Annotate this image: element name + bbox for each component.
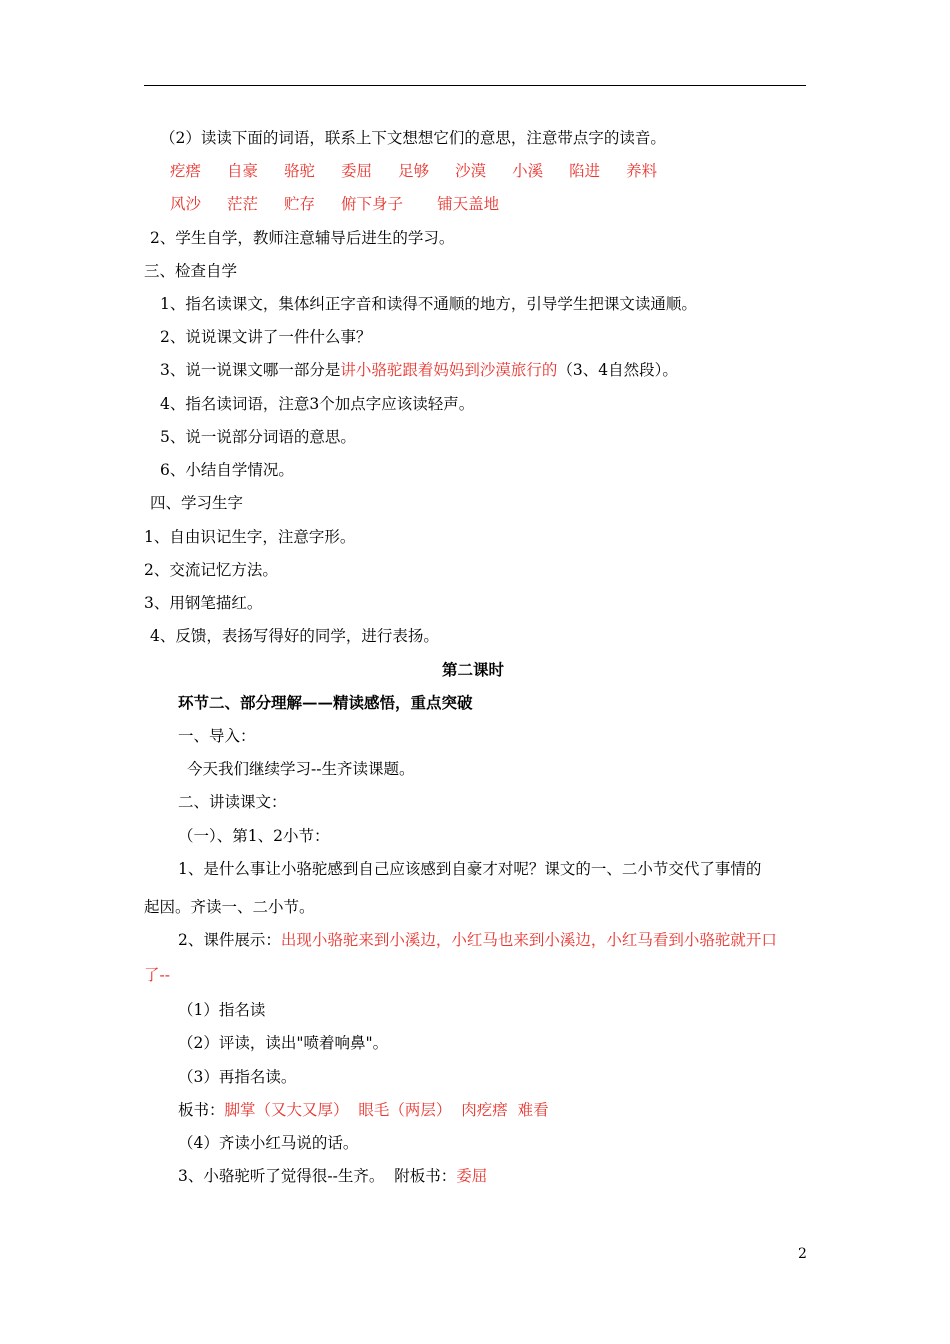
vocab-word: 疙瘩: [170, 162, 202, 180]
text-line: （4）齐读小红马说的话。: [178, 1134, 359, 1152]
text-line: 5、说一说部分词语的意思。: [160, 428, 356, 446]
text-line: 1、是什么事让小骆驼感到自己应该感到自豪才对呢？课文的一、二小节交代了事情的: [178, 860, 762, 878]
section-heading: 二、讲读课文：: [178, 793, 287, 811]
text-span: 板书：: [178, 1101, 225, 1119]
text-line: 2、交流记忆方法。: [144, 561, 278, 579]
vocab-word: 陷进: [569, 162, 601, 180]
text-line: [160, 360, 678, 380]
highlight-span: 讲小骆驼跟着妈妈到沙漠旅行的: [340, 361, 558, 379]
vocab-word: 俯下身子: [341, 195, 404, 213]
text-line: （2）评读，读出"喷着响鼻"。: [178, 1034, 389, 1052]
vocab-word: 骆驼: [284, 162, 316, 180]
text-line: （一）、第1、2小节：: [178, 827, 330, 845]
text-line: [178, 930, 777, 950]
text-line: 4、反馈，表扬写得好的同学，进行表扬。: [150, 627, 439, 645]
page-number: 2: [798, 1246, 807, 1262]
text-span: （3、4自然段）。: [557, 361, 678, 379]
vocab-row-2: [170, 194, 525, 214]
vocab-word: 贮存: [284, 195, 316, 213]
text-span: 3、说一说课文哪一部分是: [160, 361, 341, 379]
header-rule: [144, 85, 806, 86]
text-line: （1）指名读: [178, 1001, 266, 1019]
text-line: （3）再指名读。: [178, 1068, 297, 1086]
highlight-span: 脚掌（又大又厚） 眼毛（两层） 肉疙瘩 难看: [224, 1101, 549, 1119]
text-line: 2、学生自学，教师注意辅导后进生的学习。: [150, 229, 455, 247]
text-line: 4、指名读词语，注意3个加点字应该读轻声。: [160, 395, 475, 413]
text-line: （2）读读下面的词语，联系上下文想想它们的意思，注意带点字的读音。: [160, 129, 666, 147]
text-line: 3、用钢笔描红。: [144, 594, 263, 612]
text-span: 2、课件展示：: [178, 931, 281, 949]
vocab-word: 沙漠: [455, 162, 487, 180]
section-heading: 一、导入：: [178, 727, 256, 745]
vocab-word: 委屈: [341, 162, 373, 180]
vocab-word: 养料: [626, 162, 658, 180]
vocab-word: 小溪: [512, 162, 544, 180]
text-line: 今天我们继续学习--生齐读课题。: [187, 760, 415, 778]
text-line: 6、小结自学情况。: [160, 461, 294, 479]
section-heading: 四、学习生字: [150, 494, 244, 512]
text-line: [178, 1100, 549, 1120]
text-line: 1、自由识记生字，注意字形。: [144, 528, 356, 546]
vocab-word: 铺天盖地: [437, 195, 500, 213]
text-span: 3、小骆驼听了觉得很--生齐。 附板书：: [178, 1167, 457, 1185]
text-line: 起因。齐读一、二小节。: [144, 898, 315, 916]
segment-heading: 环节二、部分理解——精读感悟，重点突破: [178, 693, 473, 712]
lesson-title: 第二课时: [442, 660, 505, 679]
highlight-line: 了--: [144, 966, 170, 984]
highlight-span: 出现小骆驼来到小溪边，小红马也来到小溪边，小红马看到小骆驼就开口: [280, 931, 777, 949]
text-line: [178, 1166, 487, 1186]
vocab-word: 茫茫: [227, 195, 259, 213]
text-line: 2、说说课文讲了一件什么事？: [160, 328, 372, 346]
vocab-word: 风沙: [170, 195, 202, 213]
section-heading: 三、检查自学: [144, 262, 238, 280]
vocab-row-1: [170, 161, 683, 181]
vocab-word: 自豪: [227, 162, 259, 180]
text-line: 1、指名读课文，集体纠正字音和读得不通顺的地方，引导学生把课文读通顺。: [160, 295, 697, 313]
highlight-span: 委屈: [456, 1167, 488, 1185]
vocab-word: 足够: [398, 162, 430, 180]
